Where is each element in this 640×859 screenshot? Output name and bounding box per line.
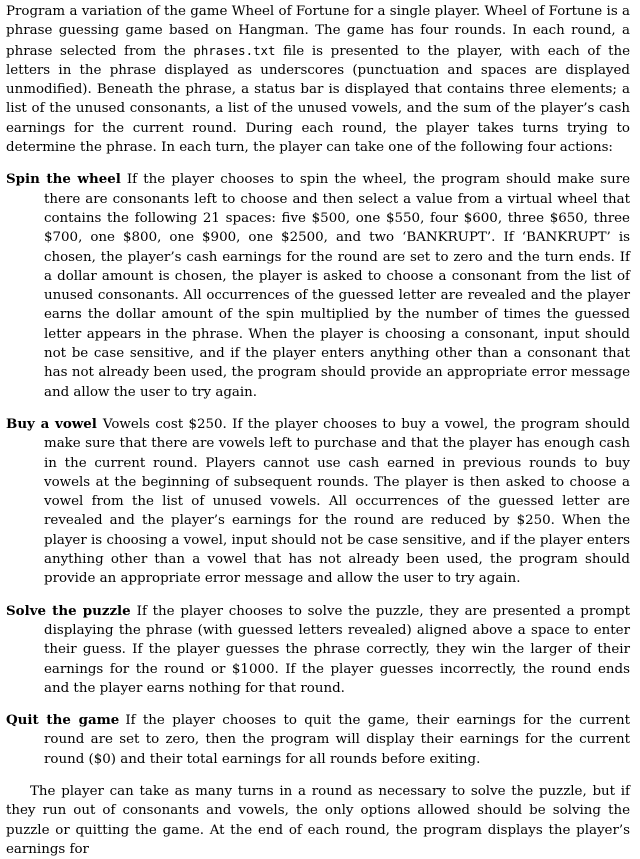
action-description: If the player chooses to quit the game, their earnings for the current round are set to zero, then the program will display their earnings for the current round ($0) and their total earnings for all rounds before exiting.	[44, 713, 631, 767]
intro-text-end: file is presented to the player, with each of the letters in the phrase displayed as underscores (punctuation and spaces are displayed unmodified). Beneath the phrase, a status bar is displayed that contains three elements; a list of the unused consonants, a list of the unused vowels, and the sum of the player’s cash earnings for the current round. During each round, the player takes turns trying to determine the phrase. In each turn, the player can take one of the following four actions:	[6, 43, 630, 156]
action-term: Spin the wheel	[6, 171, 121, 188]
action-spin-the-wheel	[6, 170, 630, 402]
action-description: Vowels cost $250. If the player chooses to buy a vowel, the program should make sure that there are vowels left to purchase and that the player has enough cash in the current round. Players cannot use cash earned in previous rounds to buy vowels at the beginning of subsequent rounds. The player is then asked to choose a vowel from the list of unused vowels. All occurrences of the guessed letter are revealed and the player’s earnings for the round are reduced by $250. When the player is choosing a vowel, input should not be case sensitive, and if the player enters anything other than a vowel that has not already been used, the program should provide an appropriate error message and allow the user to try again.	[44, 416, 630, 587]
closing-paragraph: The player can take as many turns in a round as necessary to solve the puzzle, but if they run out of consonants and vowels, the only options allowed should be solving the puzzle or quitting the game. At the end of each round, the program displays the player’s earnings for	[6, 783, 630, 857]
action-description: If the player chooses to spin the wheel, the program should make sure there are consonants left to choose and then select a value from a virtual wheel that contains the following 21 spaces: five $500, one $550, four $600, three $650, three $700, one $800, one $900, one $2500, and two ‘BANKRUPT’. If ‘BANKRUPT’ is chosen, the player’s cash earnings for the round are set to zero and the turn ends. If a dollar amount is chosen, the player is asked to choose a consonant from the list of unused consonants. All occurrences of the guessed letter are revealed and the player earns the dollar amount of the spin multiplied by the number of times the guessed letter appears in the phrase. When the player is choosing a consonant, input should not be case sensitive, and if the player enters anything other than a consonant that has not already been used, the program should provide an appropriate error message and allow the user to try again.	[44, 172, 630, 400]
action-solve-the-puzzle	[6, 602, 630, 698]
action-buy-a-vowel	[6, 415, 630, 589]
intro-paragraph	[6, 2, 630, 157]
action-quit-the-game	[6, 711, 630, 769]
action-term: Quit the game	[6, 712, 120, 729]
action-term: Solve the puzzle	[6, 602, 131, 619]
phrases-file-name: phrases.txt	[193, 42, 276, 58]
intro-text-start: Program a variation of the game Wheel of Fortune for a single player. Wheel of Fortune is a phrase guessing game based on Hangman. The game has four rounds. In each round, a phrase selected from the	[6, 4, 630, 59]
action-term: Buy a vowel	[6, 415, 97, 432]
action-description: If the player chooses to solve the puzzle, they are presented a prompt displaying the phrase (with guessed letters revealed) aligned above a space to enter their guess. If the player guesses the phrase correctly, they win the larger of their earnings for the round or $1000. If the player guesses incorrectly, the round ends and the player earns nothing for that round.	[44, 603, 630, 696]
